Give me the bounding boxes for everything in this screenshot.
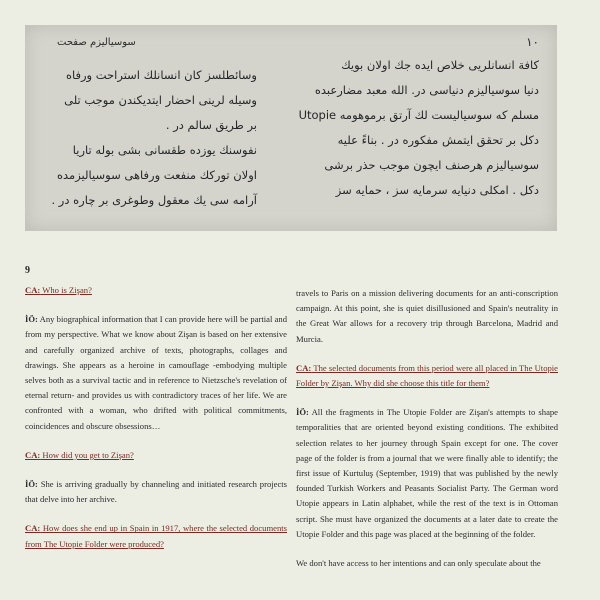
right-text-column bbox=[296, 286, 558, 585]
document-line: وسائطلسز كان انسانلك استراحت ورفاه bbox=[65, 68, 257, 82]
paragraph-text: She is arriving gradually by channeling and initiated research projects that delve into her archive. bbox=[25, 479, 287, 505]
document-line: دكل بر تحقق ايتمش مفكوره در . بناءً عليه bbox=[337, 133, 539, 147]
paragraph-text: The selected documents from this period were all placed in The Utopie Folder by Zişan. Why did she choose this title for them? bbox=[296, 362, 558, 389]
speaker-label: CA: bbox=[296, 362, 312, 373]
paragraph-text: Any biographical information that I can provide here will be partial and from my perspective. What we know about Zişan is based on her extensive and carefully organized archive of texts, photographs, collages and drawings. She appears as a heroine in camouflage -embodying multiple selves both as a survival tactic and in reference to Nietzsche's revelation of eternal return- and provides us with contradictory traces of her life. We are confronted with a woman, who drifted with political commitments, coincidences and obscure obsessions… bbox=[25, 314, 287, 431]
paragraph-text: All the fragments in The Utopie Folder are Zişan's attempts to shape temporalities that are oriented beyond existing conditions. The exhibited selection relates to her journey through Spain except for one. The cover page of the folder is from a journal that we were finally able to identify; the first issue of Kurtuluş (September, 1919) that was published by the newly founded Turkish Workers and Peasants Socialist Party. The German word Utopie appears in Latin alphabet, while the rest of the text is in Ottoman script. She must have organized the documents at a later date to create the Utopie Folder and this page was placed at the beginning of the folder. bbox=[296, 407, 558, 539]
document-line: بر طريق سالم در . bbox=[165, 118, 257, 132]
paragraph-text: How does she end up in Spain in 1917, where the selected documents from The Utopie Folder were produced? bbox=[25, 523, 287, 549]
document-page-number: ١٠ bbox=[526, 35, 539, 49]
document-line: سوسياليزم هرصنف ايچون موجب حذر برشى bbox=[324, 158, 539, 172]
document-line: كافة انسانلريى خلاص ايده جك اولان بويك bbox=[341, 58, 539, 72]
archival-document-photo bbox=[25, 25, 557, 231]
document-header: سوسياليزم صفحت bbox=[57, 37, 136, 48]
interview-question bbox=[25, 521, 287, 551]
left-text-column bbox=[25, 283, 287, 566]
speaker-label: İÖ: bbox=[25, 314, 38, 325]
document-line: اولان توركك منفعت ورفاهى سوسياليزمده bbox=[56, 168, 257, 182]
document-line: مسلم كه سوسياليست لك آرتق برموهومه Utopie bbox=[298, 108, 539, 122]
interview-answer bbox=[25, 477, 287, 507]
paragraph-text: How did you get to Zişan? bbox=[40, 449, 134, 460]
speaker-label: İÖ: bbox=[25, 479, 38, 490]
speaker-label: CA: bbox=[25, 449, 41, 460]
document-line: دكل . امكلى دنيايه سرمايه سز ، حمايه سز bbox=[335, 183, 539, 197]
paragraph-text: Who is Zişan? bbox=[40, 285, 92, 295]
speaker-label: CA: bbox=[25, 523, 41, 534]
body-paragraph bbox=[296, 556, 558, 571]
document-line: وسيله لرينى احضار ايتديكندن موجب تلى bbox=[64, 93, 257, 107]
paragraph-text: travels to Paris on a mission delivering documents for an anti-conscription campaign. At this point, she is quiet disillusioned and Spain's neutrality in the Great War allows for a recovery trip through Barcelona, Madrid and Murcia. bbox=[296, 288, 558, 344]
interview-answer bbox=[296, 405, 558, 542]
document-line: دنيا سوسياليزم دنياسى در. الله معبد مضارعبده bbox=[314, 83, 539, 97]
page-marker: 9 bbox=[25, 265, 30, 276]
interview-question bbox=[25, 283, 287, 298]
paragraph-text: We don't have access to her intentions and can only speculate about the bbox=[296, 558, 541, 569]
document-line: آرامه سى يك معقول وطوغرى بر چاره در . bbox=[51, 193, 257, 207]
body-paragraph bbox=[296, 286, 558, 347]
speaker-label: CA: bbox=[25, 285, 41, 295]
document-left-column bbox=[32, 63, 257, 213]
interview-answer bbox=[25, 312, 287, 434]
interview-question bbox=[25, 448, 287, 463]
interview-question bbox=[296, 361, 558, 391]
speaker-label: İÖ: bbox=[296, 407, 309, 418]
document-line: نفوسنك يوزده طقسانى بشى بوله تاريا bbox=[72, 143, 257, 157]
document-right-column bbox=[289, 53, 539, 203]
